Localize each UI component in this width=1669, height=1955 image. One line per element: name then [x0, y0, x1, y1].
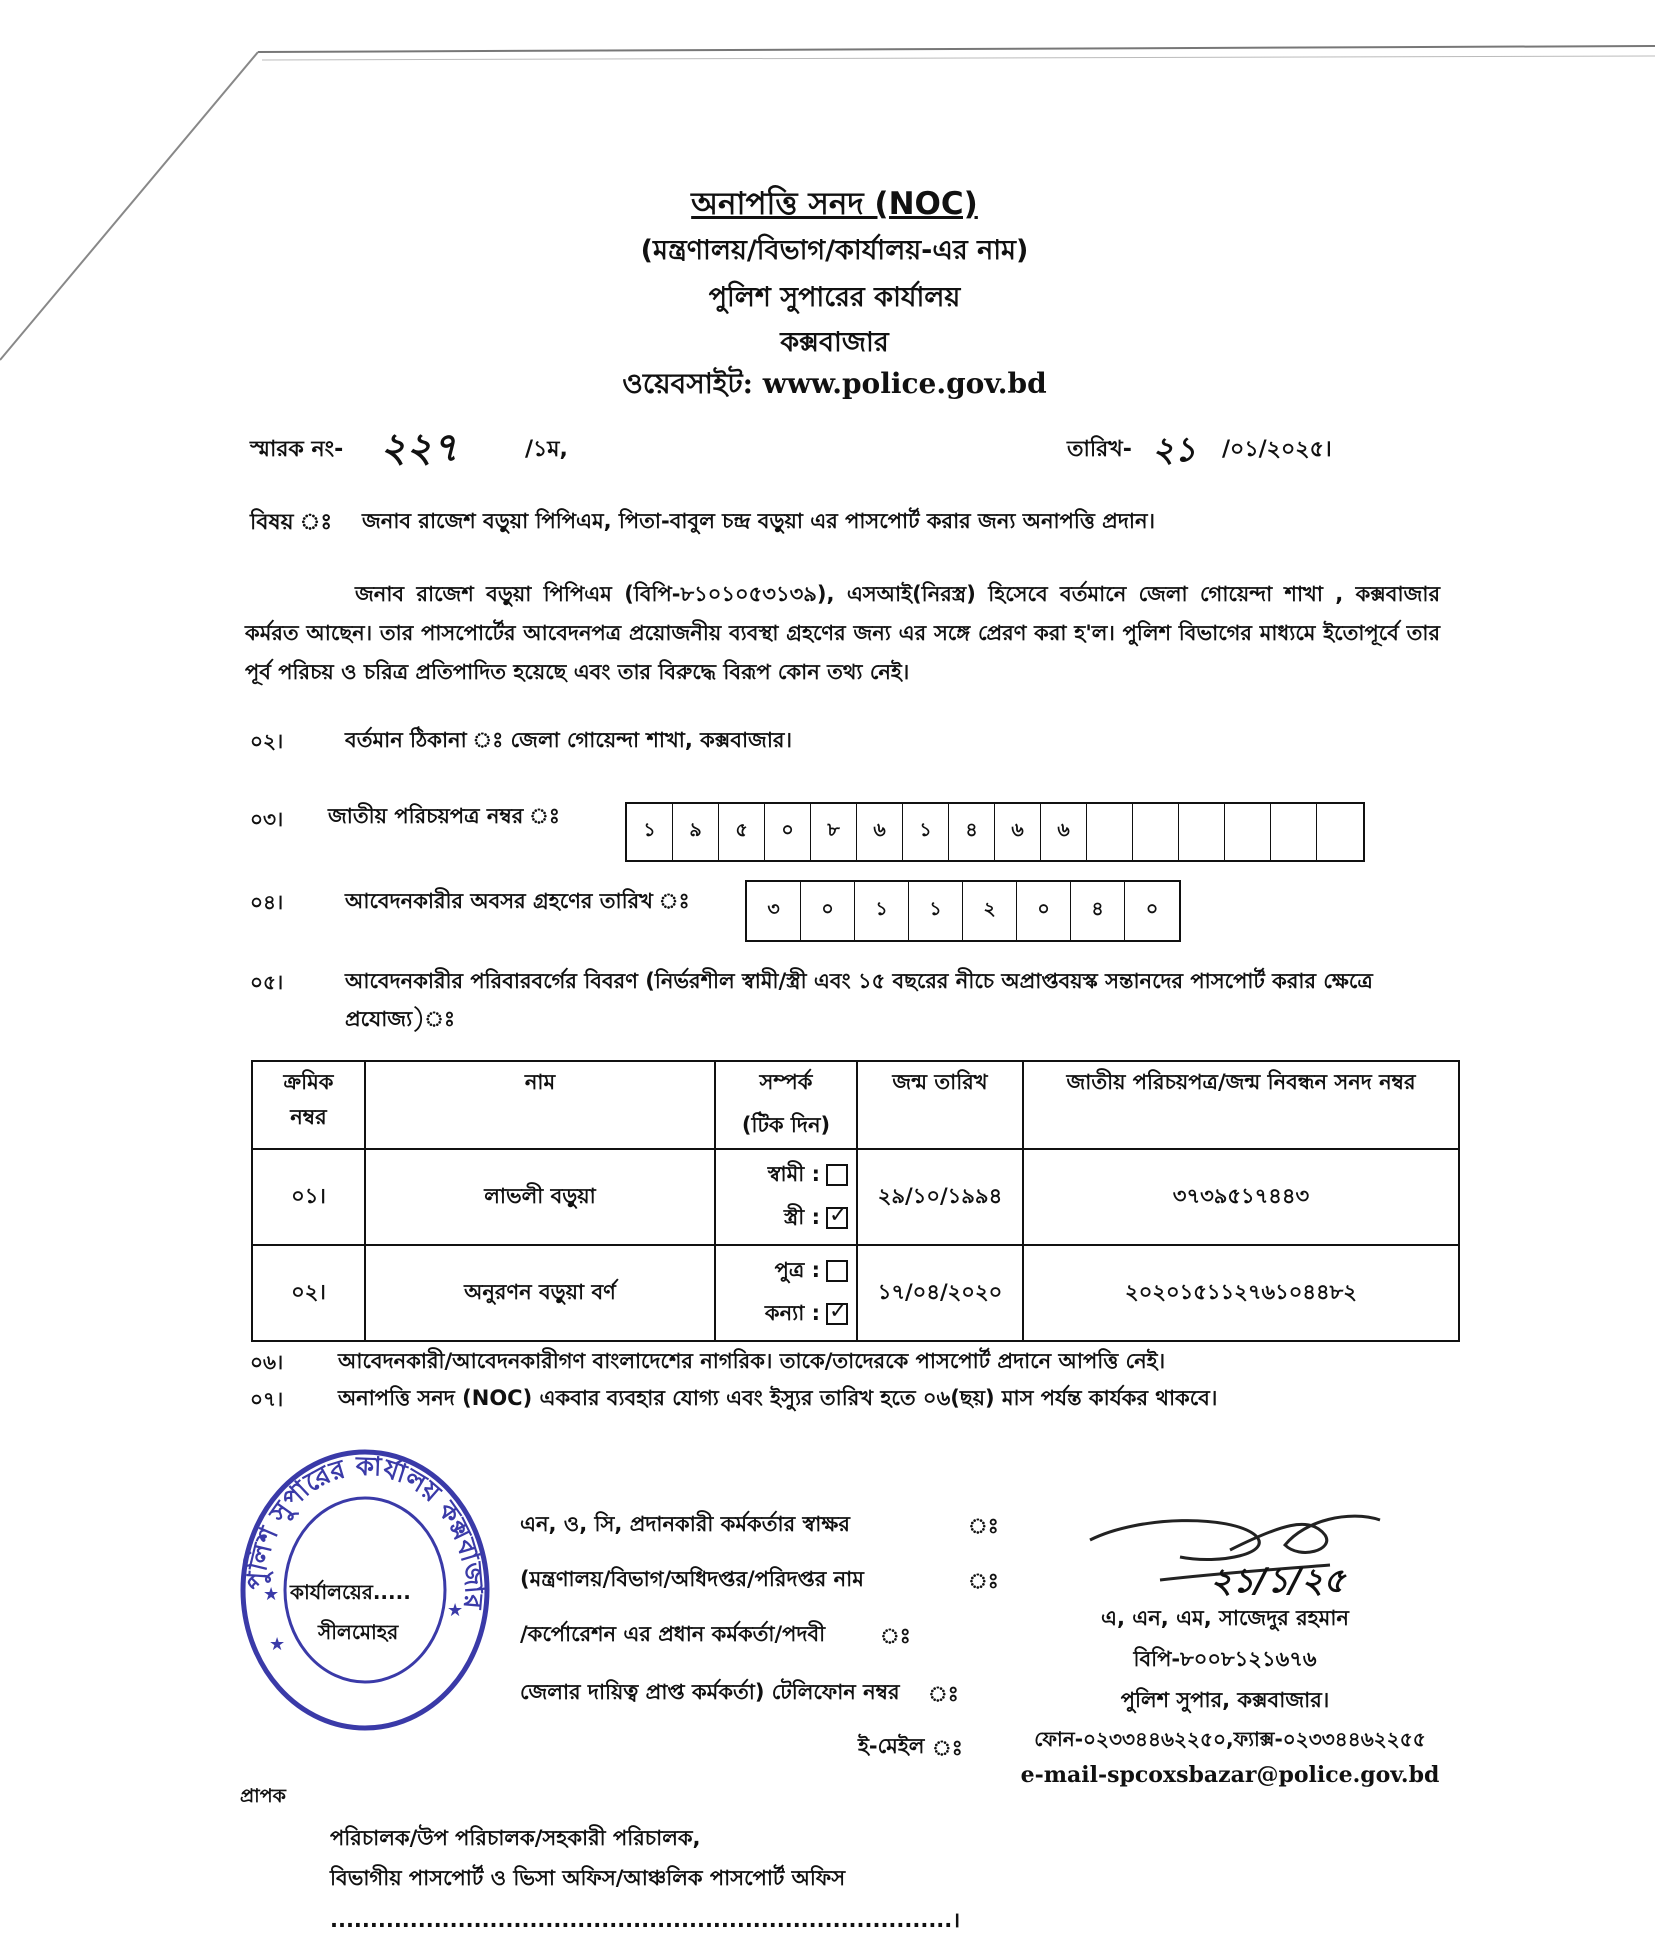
checkbox-checked-icon[interactable]: [826, 1207, 848, 1229]
header-dob: জন্ম তারিখ: [857, 1061, 1023, 1149]
nid-digit-empty: [1133, 804, 1179, 860]
nid-digit: ৫: [719, 804, 765, 860]
retirement-digit: ০: [1145, 898, 1159, 920]
checkbox-unchecked-icon[interactable]: [826, 1164, 848, 1186]
row-dob: ১৭/০৪/২০২০: [857, 1245, 1023, 1341]
header-relation: সম্পর্ক (টিক দিন): [715, 1061, 857, 1149]
nid-digit-empty: [1271, 804, 1317, 860]
row-relation: [715, 1149, 857, 1245]
relation-option: পুত্র :: [724, 1250, 848, 1293]
signatory-designation: পুলিশ সুপার, কক্সবাজার।: [1120, 1688, 1330, 1712]
svg-text:★: ★: [263, 1584, 280, 1605]
nid-digit: ৬: [1041, 804, 1087, 860]
nid-digit: ৯: [673, 804, 719, 860]
ministry-line: (মন্ত্রণালয়/বিভাগ/কার্যালয়-এর নাম): [640, 235, 1029, 266]
nid-label: জাতীয় পরিচয়পত্র নম্বর ঃ: [328, 804, 560, 828]
nid-digit-empty: [1225, 804, 1271, 860]
officer-signature-label: এন, ও, সি, প্রদানকারী কর্মকর্তার স্বাক্ষর: [520, 1512, 850, 1536]
row-nid: ৩৭৩৯৫১৭৪৪৩: [1023, 1149, 1459, 1245]
checkbox-checked-icon[interactable]: [826, 1303, 848, 1325]
handwritten-date: ২১/১/২৫: [1210, 1561, 1346, 1601]
item-04-number: ০৪।: [250, 890, 284, 914]
relation-option: কন্যা :✓: [724, 1293, 848, 1336]
nid-digit-empty: [1179, 804, 1225, 860]
retirement-digit: ১: [909, 882, 963, 940]
recipient-label: প্রাপক: [240, 1785, 286, 1807]
retirement-digit: ২: [963, 882, 1017, 940]
retirement-digit: ৩: [747, 882, 801, 940]
item-06-number: ০৬।: [250, 1350, 284, 1374]
retirement-date-label: আবেদনকারীর অবসর গ্রহণের তারিখ ঃ: [345, 889, 690, 913]
item-03-number: ০৩।: [250, 807, 284, 831]
ministry-name-label: (মন্ত্রণালয়/বিভাগ/অধিদপ্তর/পরিদপ্তর নাম: [520, 1567, 864, 1591]
relation-option: স্ত্রী :✓: [724, 1197, 848, 1240]
svg-text:★: ★: [447, 1600, 464, 1621]
field-colon: ঃ: [932, 1736, 963, 1760]
header-name: নাম: [365, 1061, 715, 1149]
field-colon: ঃ: [928, 1682, 959, 1706]
signatory-name: এ, এন, এম, সাজেদুর রহমান: [1101, 1606, 1349, 1630]
row-relation: [715, 1245, 857, 1341]
row-name: অনুরণন বড়ুয়া বর্ণ: [365, 1245, 715, 1341]
email-label: ই-মেইল: [858, 1734, 925, 1758]
district-name: কক্সবাজার: [780, 327, 889, 358]
table-row: [252, 1245, 1459, 1341]
office-name: পুলিশ সুপারের কার্যালয়: [708, 282, 961, 313]
table-header-row: [252, 1061, 1459, 1149]
seal-line-2: সীলমোহর: [318, 1620, 399, 1644]
nid-digit: ৮: [811, 804, 857, 860]
recipient-line-3: ..............................................................................।: [330, 1908, 961, 1932]
citizenship-statement: আবেদনকারী/আবেদনকারীগণ বাংলাদেশের নাগরিক। তাকে/তাদেরকে পাসপোর্ট প্রদানে আপত্তি নেই।: [338, 1349, 1166, 1373]
subject-label: বিষয় ঃ: [250, 510, 333, 535]
recipient-line-2: বিভাগীয় পাসপোর্ট ও ভিসা অফিস/আঞ্চলিক পাসপোর্ট অফিস: [330, 1866, 846, 1890]
nid-digit: ০: [765, 804, 811, 860]
checkbox-unchecked-icon[interactable]: [826, 1260, 848, 1282]
date-day: ২১: [1152, 430, 1197, 470]
table-row: [252, 1149, 1459, 1245]
row-name: লাভলী বড়ুয়া: [365, 1149, 715, 1245]
field-colon: ঃ: [968, 1569, 999, 1593]
header-nid: জাতীয় পরিচয়পত্র/জন্ম নিবন্ধন সনদ নম্বর: [1023, 1061, 1459, 1149]
body-paragraph: জনাব রাজেশ বড়ুয়া পিপিএম (বিপি-৮১০১০৫৩১৩৯), এসআই(নিরস্ত্র) হিসেবে বর্তমানে জেলা গোয়েন্দা শাখা , কক্সবাজার কর্মরত আছেন। তার পাসপোর্টের আবেদনপত্র প্রয়োজনীয় ব্যবস্থা গ্রহণের জন্য এর সঙ্গে প্রেরণ করা হ'ল। পুলিশ বিভাগের মাধ্যমে ইতোপূর্বে তার পূর্ব পরিচয় ও চরিত্র প্রতিপাদিত হয়েছে এবং তার বিরুদ্ধে বিরূপ কোন তথ্য নেই।: [245, 582, 1440, 684]
field-colon: ঃ: [968, 1514, 999, 1538]
nid-digit: ১: [627, 804, 673, 860]
row-nid: ২০২০১৫১১২৭৬১০৪৪৮২: [1023, 1245, 1459, 1341]
family-details-label: আবেদনকারীর পরিবারবর্গের বিবরণ (নির্ভরশীল স্বামী/স্ত্রী এবং ১৫ বছরের নীচে অপ্রাপ্তবয়স্ক সন্তানদের পাসপোর্ট করার ক্ষেত্রে প্রযোজ্য)ঃ: [345, 969, 1373, 1031]
item-02-number: ০২।: [250, 729, 284, 753]
recipient-line-1: পরিচালক/উপ পরিচালক/সহকারী পরিচালক,: [330, 1826, 701, 1850]
seal-line-1: কার্যালয়ের.....: [290, 1580, 411, 1604]
svg-text:★: ★: [269, 1634, 286, 1655]
validity-statement: অনাপত্তি সনদ (NOC) একবার ব্যবহার যোগ্য এবং ইস্যুর তারিখ হতে ০৬(ছয়) মাস পর্যন্ত কার্যকর থাকবে।: [338, 1386, 1218, 1410]
website-line: ওয়েবসাইট: www.police.gov.bd: [622, 367, 1047, 400]
row-serial: ০২।: [252, 1245, 365, 1341]
document-title: অনাপত্তি সনদ (NOC): [691, 186, 978, 222]
row-serial: ০১।: [252, 1149, 365, 1245]
memo-number: ২২৭: [380, 424, 459, 471]
item-05-number: ০৫।: [250, 970, 284, 994]
retirement-date-boxes: [745, 880, 1181, 942]
relation-option: স্বামী :: [724, 1154, 848, 1197]
retirement-digit: ১: [855, 882, 909, 940]
signatory-phone: ফোন-০২৩৩৪৪৬২২৫০,ফ্যাক্স-০২৩৩৪৪৬২২৫৫: [1034, 1727, 1426, 1751]
signatory-email: e-mail-spcoxsbazar@police.gov.bd: [1020, 1762, 1440, 1788]
nid-digit-boxes: [625, 802, 1365, 862]
svg-text:পুলিশ সুপারের কার্যালয় কক্সবা: পুলিশ সুপারের কার্যালয় কক্সবাজার: [241, 1451, 489, 1610]
retirement-digit: ৪: [1071, 882, 1125, 940]
header-serial: ক্রমিক নম্বর: [252, 1061, 365, 1149]
signatory-bp: বিপি-৮০০৮১২১৬৭৬: [1133, 1647, 1317, 1671]
subject-text: জনাব রাজেশ বড়ুয়া পিপিএম, পিতা-বাবুল চন্দ্র বড়ুয়া এর পাসপোর্ট করার জন্য অনাপত্তি প্রদান।: [362, 509, 1156, 533]
memo-suffix: /১ম,: [525, 437, 568, 462]
nid-digit: ৬: [995, 804, 1041, 860]
field-colon: ঃ: [880, 1624, 911, 1648]
date-label: তারিখ-: [1067, 437, 1132, 462]
nid-digit: ৬: [857, 804, 903, 860]
nid-digit-empty: [1317, 804, 1363, 860]
nid-digit-empty: [1087, 804, 1133, 860]
row-dob: ২৯/১০/১৯৯৪: [857, 1149, 1023, 1245]
memo-label: স্মারক নং-: [250, 437, 344, 462]
current-address: বর্তমান ঠিকানা ঃ জেলা গোয়েন্দা শাখা, কক্সবাজার।: [345, 728, 792, 752]
retirement-digit: ০: [1017, 882, 1071, 940]
item-07-number: ০৭।: [250, 1387, 284, 1411]
family-table: [251, 1060, 1460, 1342]
corporation-head-label: /কর্পোরেশন এর প্রধান কর্মকর্তা/পদবী: [520, 1622, 826, 1646]
nid-digit: ১: [903, 804, 949, 860]
retirement-digit: ০: [801, 882, 855, 940]
telephone-label: জেলার দায়িত্ব প্রাপ্ত কর্মকর্তা) টেলিফোন নম্বর: [520, 1680, 900, 1704]
date-rest: /০১/২০২৫।: [1222, 437, 1332, 462]
nid-digit: ৪: [949, 804, 995, 860]
